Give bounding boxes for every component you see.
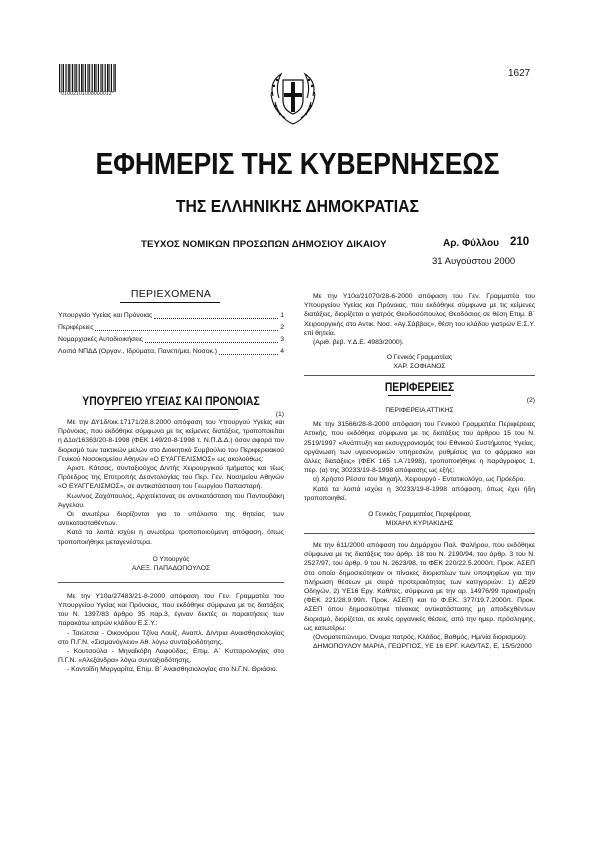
toc-item-page: 1 — [280, 312, 284, 319]
decision-paragraph: (Ονοματεπώνυμο, Όνομα πατρός, Κλάδος, Βαθμός, Ημ/νία διορισμού): — [313, 634, 527, 642]
signatory-name: ΜΙΧΑΗΛ ΚΥΡΙΑΚΙΔΗΣ — [385, 520, 454, 528]
gazette-subtitle: ΤΗΣ ΕΛΛΗΝΙΚΗΣ ΔΗΜΟΚΡΑΤΙΑΣ — [175, 196, 420, 216]
toc-item-label: Υπουργείο Υγείας και Πρόνοιας — [58, 312, 153, 319]
ministry-heading: ΥΠΟΥΡΓΕΙΟ ΥΓΕΙΑΣ ΚΑΙ ΠΡΟΝΟΙΑΣ — [82, 396, 260, 408]
separator — [304, 533, 535, 534]
decision-paragraph: Με την Υ10α/27483/21-8-2000 απόφαση του Γεν. Γραμματέα του Υπουργείου Υγείας και Πρόνοιας, που εκδόθηκε σύμφωνα με τις διατάξεις του Ν. 1397/83 άρθρο 35 παρ.3, έγιναν δεκτές οι παραιτήσεις των παρακάτω ιατρών κλάδου Ε.Σ.Υ.: — [58, 592, 284, 628]
section-number: (2) — [526, 397, 535, 405]
toc-item[interactable] — [58, 310, 284, 322]
decision-paragraph: Αριστ. Κάτσας, συνταξιούχος Δ/ντής Χειρουργικού τμήματος και τέως Πρόεδρος της Επιτροπής Δεοντολογίας του Περ. Γεν. Νοσ/μείου Αθηνών «Ο ΕΥΑΓΓΕΛΙΣΜΟΣ», σε αντικατάσταση του Γεωργίου Παπασταρή. — [58, 465, 284, 491]
decision-paragraph: Κων/νος Ζαχόπουλος, Αρχιτέκτονας σε αντικατάσταση του Παντουβάκη Άγγελου. — [58, 492, 284, 509]
decision-paragraph: Με την 31566/28-8-2000 απόφαση του Γενικού Γραμματέα Περιφέρειας Αττικής, που εκδόθηκε σύμφωνα με τις διατάξεις του άρθρου 15 του Ν. 2519/1997 «Ανάπτυξη και εκσυγχρονισμός του Εθνικού Συστήματος Υγείας, οργάνωση των υγειονομικών υπηρεσιών, ρυθμίσεις για το φάρμακο και άλλες διατάξεις» (ΦΕΚ 165 τ.Α΄/1998), τροποποιήθηκε η παράγραφος 1, περ. (α) της 30233/19-8-1998 απόφασης ως εξής: — [304, 421, 535, 475]
decision-reference: (Αριθ. βεβ. Υ.Δ.Ε. 4983/2000). — [313, 339, 404, 347]
table-of-contents — [58, 310, 284, 358]
toc-dot-leader — [95, 322, 278, 331]
page-number: 1627 — [508, 68, 531, 79]
ministry-section — [58, 396, 284, 675]
toc-item-label: Νομαρχιακές Αυτοδιοικήσεις — [58, 336, 144, 343]
toc-item-page: 4 — [280, 348, 284, 355]
barcode-icon — [59, 64, 116, 94]
separator — [304, 375, 535, 376]
toc-dot-leader — [154, 310, 278, 319]
toc-item[interactable] — [58, 346, 284, 358]
issue-number-label: Αρ. Φύλλου — [443, 238, 499, 249]
heading-underline — [388, 395, 451, 396]
decision-paragraph: Με την Υ10α/21070/28-6-2000 απόφαση του Γεν. Γραμματέα του Υπουργείου Υγείας και Πρόνοιας, που εκδόθηκε σύμφωνα με τις κείμενες διατάξεις, διορίζεται ο γιατρός Θεοδοσόπουλος Θεοδόσιος σε θέση Επιμ. Β΄ Χειρουργικής στο Αντικ. Νοσ. «Αγ.Σάββας», θέση του κλάδου γιατρών Ε.Σ.Υ. επί θητεία. — [304, 293, 535, 337]
decision-paragraph: Με την 611/2000 απόφαση του Δημάρχου Παλ. Φαλήρου, που εκδόθηκε σύμφωνα με τις διατάξεις του άρθρ. 18 του Ν. 2190/94, του άρθρ. 3 του Ν. 2527/97, του άρθρ. 9 του Ν. 2623/98, το ΦΕΚ 220/22.5.2000/τ. Προκ. ΑΣΕΠ στο οποίο δημοσιεύτηκαν οι πίνακες διοριστέων των υποψηφίων για την πλήρωση θέσεων με σειρά προτεραιότητας των κατηγοριών: 1) ΔΕ29 Οδηγών, 2) ΥΕ16 Εργ. Καθ/τες, σύμφωνα με την αρ. 14976/99 προκήρυξη (ΦΕΚ 221/28.9.99/τ. Προκ. ΑΣΕΠ) και το Φ.ΕΚ. 377/19.7.2000/τ. Προκ. ΑΣΕΠ όπου δημοσιεύτηκε πίνακας αντικατάστασης μη αποδεχθέντων διορισμό, διορίζεται, σε κενές οργανικές θέσεις, από την ημερ. πρόσληψης, ως κατωτέρω: — [304, 542, 535, 632]
toc-item[interactable] — [58, 322, 284, 334]
section-number: (1) — [275, 411, 284, 418]
signatory-name: ΑΛΕΞ. ΠΑΠΑΔΟΠΟΥΛΟΣ — [131, 564, 211, 572]
decision-paragraph: - Κοντοΐδη Μαργαρίτα, Επιμ. Β΄ Αναισθησιολογίας στο Ν.Γ.Ν. Θριάσιο. — [67, 666, 278, 674]
toc-dot-leader — [145, 334, 278, 343]
decision-paragraph: - Τσιώτσια - Οικονόμου Τζίνα Λουίζ, Αναπλ. Δ/ντρια Αναισθησιολογίας στο Π.Γ.Ν. «Σισμανόγλειο» Αθ. λόγω συνταξιοδότησης. — [58, 629, 284, 646]
toc-item-label: Περιφέρειες — [58, 324, 94, 331]
barcode-number: *01002101008000012* — [59, 91, 114, 97]
region-heading: ΠΕΡΙΦΕΡΕΙΑ ΑΤΤΙΚΗΣ — [385, 407, 454, 415]
decision-paragraph: Κατά τα λοιπά ισχύει η 30233/19-8-1998 απόφαση, όπως έχει ήδη τροποποιηθεί. — [304, 485, 535, 502]
decision-paragraph: α) Χρήστο Ρέσσο του Μιχαήλ, Χειρουργό - Εντατικολόγο, ως Πρόεδρο. — [313, 476, 526, 484]
toc-item[interactable] — [58, 334, 284, 346]
toc-underline — [120, 302, 220, 303]
decision-paragraph: Οι ανωτέρω διορίζονται για το υπόλοιπο της θητείας των αντικατασταθέντων. — [58, 511, 284, 528]
issue-series: ΤΕΥΧΟΣ ΝΟΜΙΚΩΝ ΠΡΟΣΩΠΩΝ ΔΗΜΟΣΙΟΥ ΔΙΚΑΙΟΥ — [141, 239, 387, 250]
issue-date: 31 Αυγούστου 2000 — [432, 256, 516, 267]
toc-heading: ΠΕΡΙΕΧΟΜΕΝΑ — [130, 288, 212, 300]
signatory-title: Ο Γενικός Γραμματέας Περιφέρειας — [368, 511, 471, 519]
toc-item-page: 3 — [280, 336, 284, 343]
right-column — [304, 292, 535, 651]
signatory-title: Ο Υπουργός — [152, 555, 190, 563]
toc-item-page: 2 — [280, 324, 284, 331]
decision-paragraph: ΔΗΜΟΠΟΥΛΟΥ ΜΑΡΙΑ, ΓΕΩΡΓΙΟΣ, ΥΕ 16 ΕΡΓ. ΚΑΘ/ΤΑΣ, Ε, 15/5/2000 — [313, 643, 532, 651]
regions-heading: ΠΕΡΙΦΕΡΕΙΕΣ — [384, 382, 455, 395]
greek-coat-of-arms-icon — [263, 66, 323, 128]
gazette-title: ΕΦΗΜΕΡΙΣ ΤΗΣ ΚΥΒΕΡΝΗΣΕΩΣ — [95, 146, 500, 181]
decision-paragraph: - Κουτσούλα - Μηναΐκόβη Λαφούδας, Επιμ. Α΄ Κυτταρολογίας στο Π.Γ.Ν. «Αλεξάνδρα» λόγω συνταξιοδότησης. — [58, 648, 284, 665]
issue-number: 210 — [510, 236, 530, 248]
heading-underline — [104, 409, 238, 410]
decision-paragraph: Κατά τα λοιπά ισχύει η ανωτέρω τροποποιούμενη απόφαση, όπως τροποποιήθηκε μεταγενέστερα. — [58, 529, 284, 546]
signatory-name: ΧΑΡ. ΣΟΦΙΑΝΟΣ — [393, 363, 446, 371]
toc-dot-leader — [219, 346, 278, 355]
separator — [58, 582, 284, 583]
toc-item-label: Λοιπά ΝΠΔΔ (Οργαν., Ιδρύματα, Πανεπ/μια, Νοσοκ.) — [58, 348, 218, 355]
decision-paragraph: Με την ΔΥ1δ/οικ.17171/28.8.2000 απόφαση του Υπουργού Υγείας και Πρόνοιας, που εκδόθηκε σύμφωνα με τις κείμενες διατάξεις, τροποποιείται η Δ1α/16363/20-8-1998 (ΦΕΚ 149/20-8-1998 τ. Ν.Π.Δ.Δ.) όσον αφορά τον διορισμό των τακτικών μελών στο Διοικητικό Συμβούλιο του Περιφερειακού Γενικού Νοσοκομείου Αθηνών «Ο ΕΥΑΓΓΕΛΙΣΜΟΣ» ως ακολούθως: — [58, 419, 284, 463]
signatory-title: Ο Γενικός Γραμματέας — [386, 354, 453, 362]
